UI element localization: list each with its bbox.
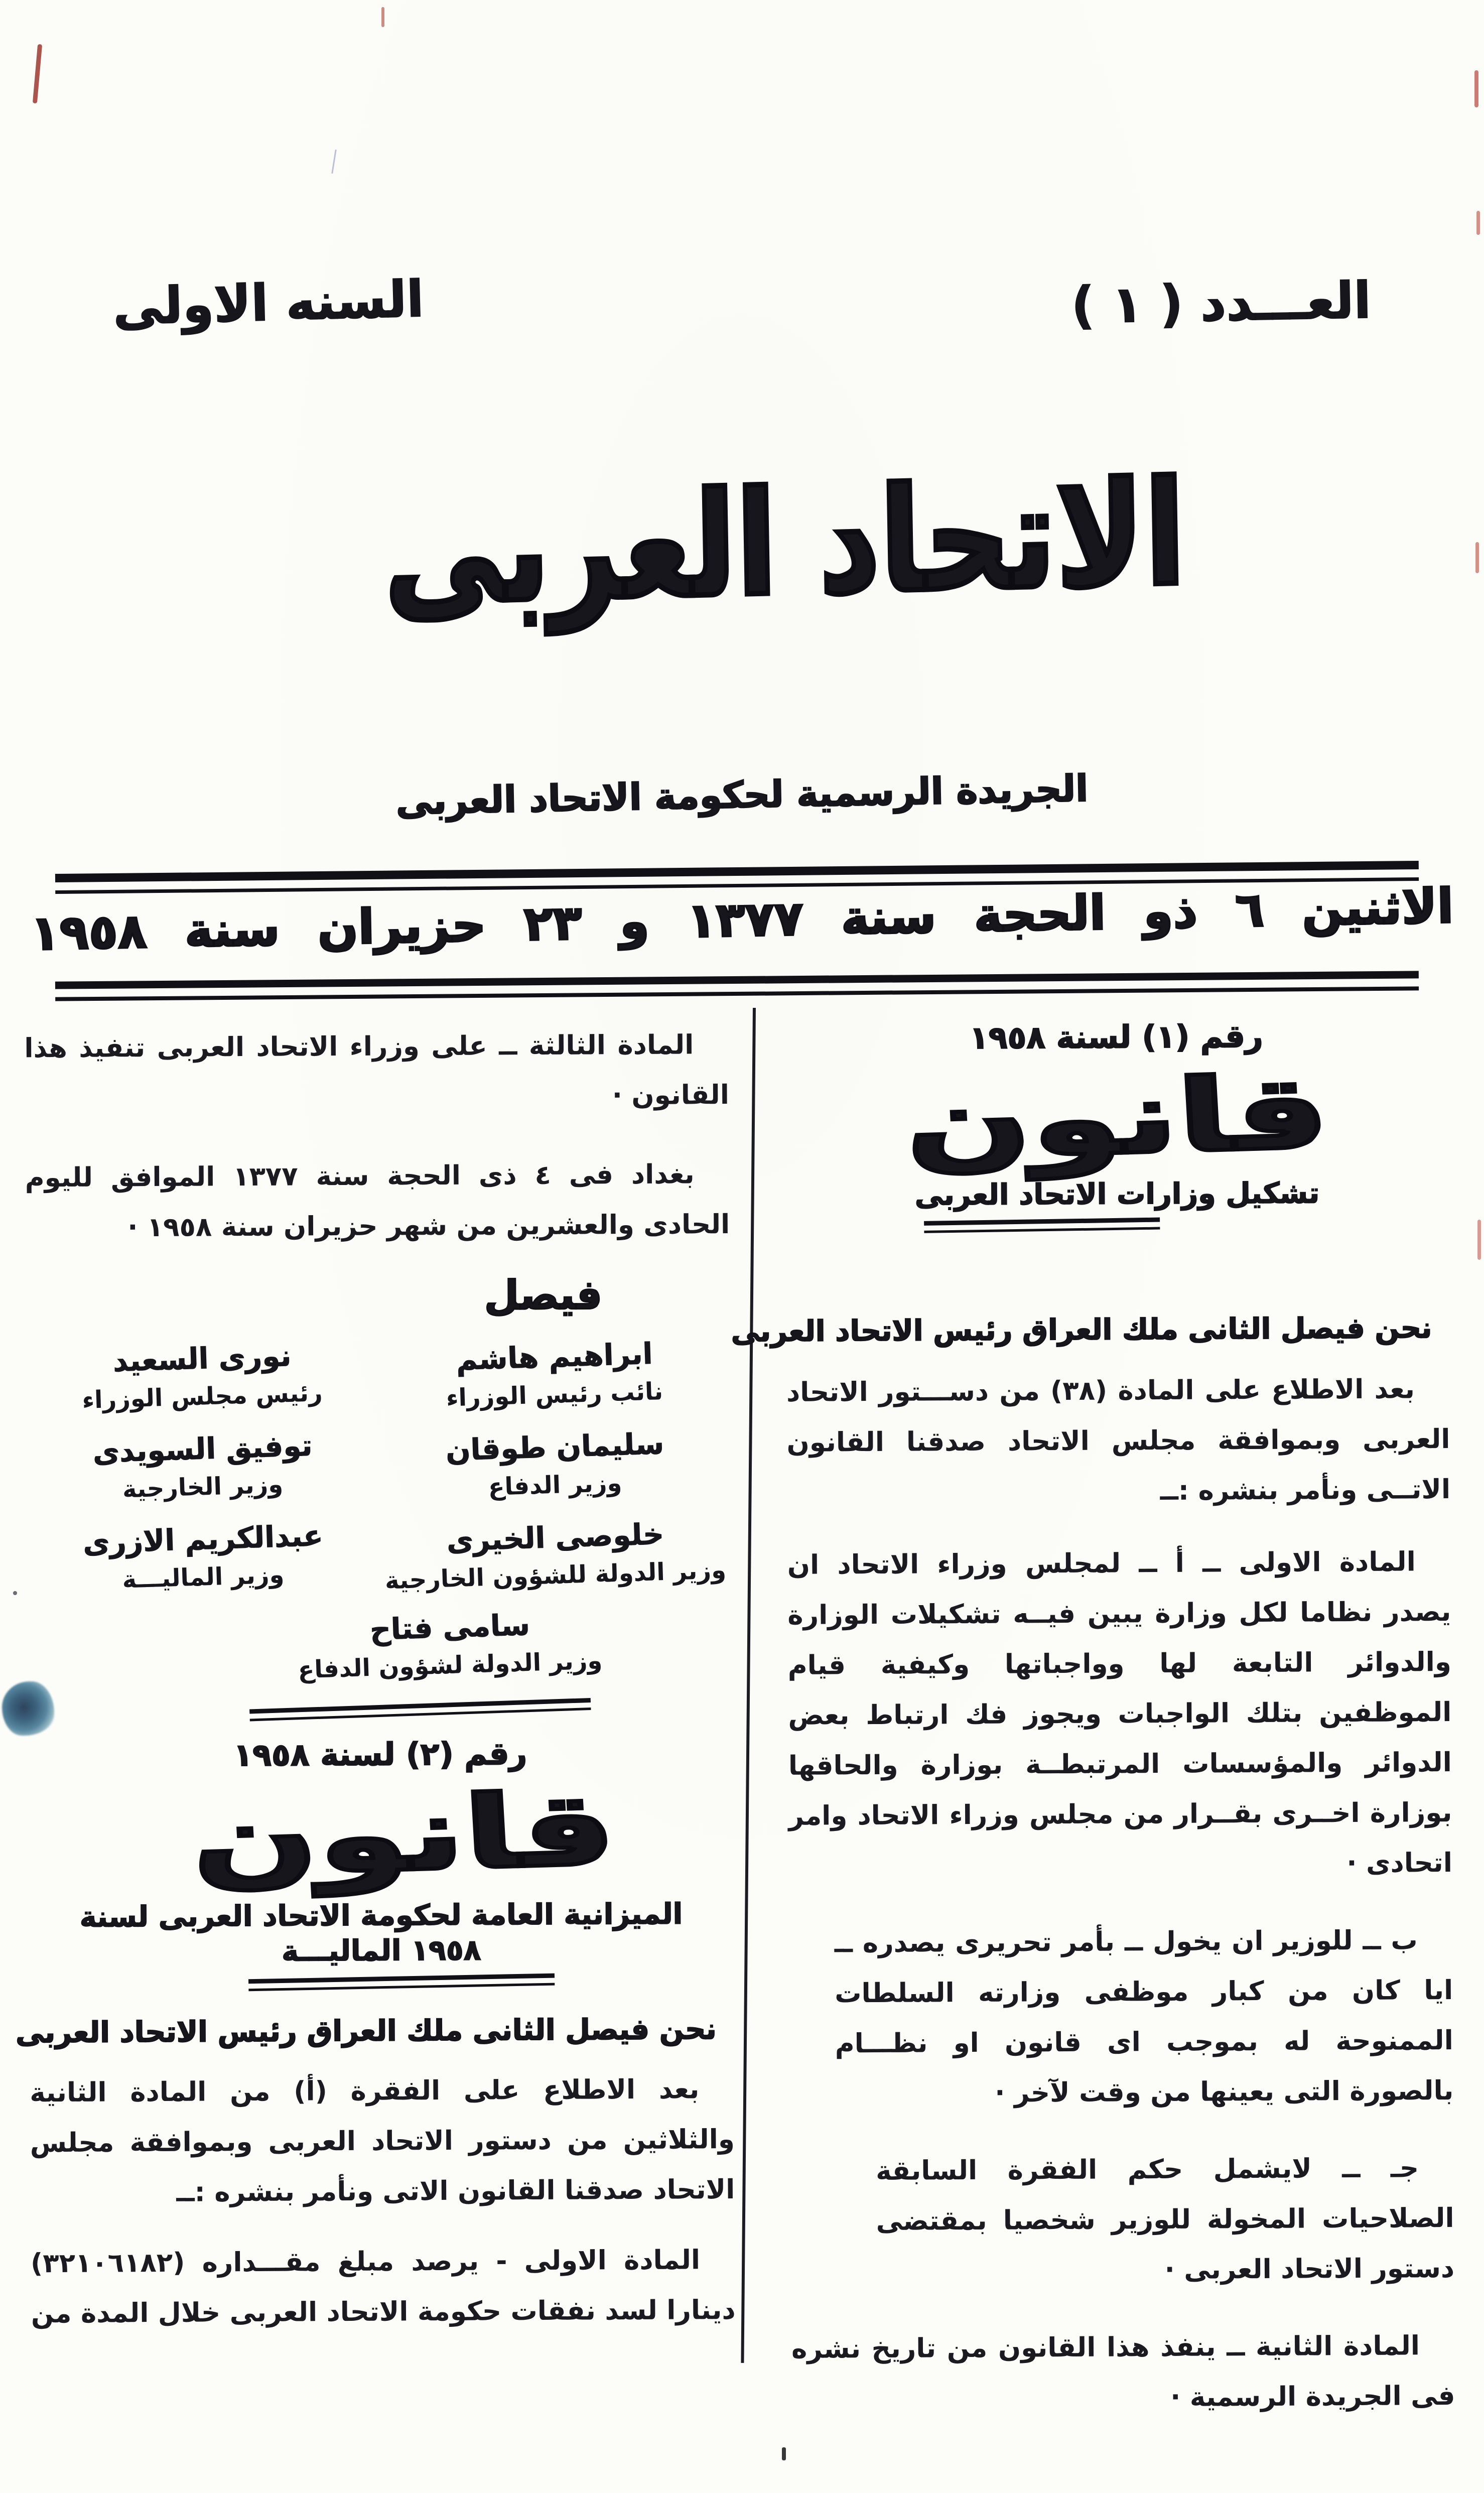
law1-title: قانون bbox=[901, 1054, 1332, 1183]
law1-article-1c: جـ ــ لايشمل حكم الفقرة السابقة الصلاحيات المخولة للوزير شخصيا بمقتضى دستور الاتحاد العربى · bbox=[875, 2153, 1455, 2286]
signature-deputy-pm bbox=[378, 1336, 731, 1412]
gazette-subtitle: الجريدة الرسمية لحكومة الاتحاد العربى bbox=[395, 767, 1089, 824]
signatory-name: خلوصى الخيرى bbox=[446, 1517, 665, 1558]
red-edge-mark bbox=[1474, 70, 1478, 107]
signature-row bbox=[27, 1517, 732, 1595]
law1-article-1a: المادة الاولى ــ أ ــ لمجلس وزراء الاتحاد ان يصدر نظاما لكل وزارة يبين فيــه تشكيلات الوزارة والدوائر التابعة لها وواجباتها وكيفية قيام الموظفين بتلك الواجبات ويجوز فك ارتباط بعض الدوائر والمؤسسات المرتبطــة بوزارة والحاقها بوزارة اخــرى بقــرار من مجلس وزراء الاتحاد وامر اتحادى · bbox=[787, 1546, 1453, 1879]
law2-royal-preamble: نحن فيصل الثانى ملك العراق رئيس الاتحاد العربى bbox=[15, 2013, 717, 2050]
law1-article-3: المادة الثالثة ــ على وزراء الاتحاد العربى تنفيذ هذا القانون · bbox=[24, 1029, 730, 1111]
law1-article-1b: ب ــ للوزير ان يخول ــ بأمر تحريرى يصدره ــ ايا كان من كبار موظفى وزارته السلطات الممنوحة له بموجب اى قانون او نظـــام بالصورة التى يعينها من وقت لآخر · bbox=[834, 1925, 1454, 2109]
signature-row bbox=[26, 1336, 731, 1415]
header-row bbox=[112, 269, 1372, 337]
column-divider-rule bbox=[741, 1008, 756, 2363]
signature-state-defense bbox=[97, 1607, 802, 1684]
law2-number-line: رقم (٢) لسنة ١٩٥٨ bbox=[233, 1735, 527, 1774]
signature-foreign bbox=[26, 1428, 379, 1504]
signatory-title: وزير الدولة للشؤون الخارجية bbox=[384, 1556, 727, 1595]
signature-pm bbox=[26, 1338, 378, 1415]
law1-issuance-line: بغداد فى ٤ ذى الحجة سنة ١٣٧٧ الموافق لليوم الحادى والعشرين من شهر حزيران سنة ١٩٥٨ · bbox=[25, 1159, 730, 1243]
red-edge-mark bbox=[1476, 211, 1480, 235]
column-right bbox=[731, 1008, 1455, 2425]
section-separator-rule bbox=[249, 1698, 591, 1722]
signatory-name: سامى فتاح bbox=[369, 1607, 530, 1647]
signatory-title: وزير الماليـــة bbox=[121, 1560, 285, 1594]
law1-royal-preamble: نحن فيصل الثانى ملك العراق رئيس الاتحاد العربى bbox=[731, 1311, 1432, 1349]
year-label: السنه الاولى bbox=[112, 269, 425, 337]
ink-speck bbox=[782, 2447, 786, 2460]
date-line: الاثنين ٦ ذو الحجة سنة ١٣٧٧ و ٢٣ حزيران سنة ١٩٥٨ bbox=[30, 878, 1454, 962]
signature-finance bbox=[27, 1518, 379, 1594]
red-ink-mark bbox=[33, 44, 42, 103]
law2-article-1: المادة الاولى - يرصد مبلغ مقـــداره (٣٢١٠٦١٨٢) دينارا لسد نفقات حكومة الاتحاد العربى خلال المدة من bbox=[30, 2245, 736, 2329]
signatory-title: وزير الدولة لشؤون الدفاع bbox=[297, 1646, 603, 1684]
law1-preamble: بعد الاطلاع على المادة (٣٨) من دســـتور الاتحاد العربى وبموافقة مجلس الاتحاد صدقنا القانون الاتــى ونأمر بنشره :ــ bbox=[786, 1374, 1451, 1507]
royal-signature: فيصل bbox=[484, 1271, 603, 1319]
signature-row bbox=[26, 1426, 731, 1504]
signatory-title: وزير الخارجية bbox=[122, 1470, 284, 1504]
law1-number-line: رقم (١) لسنة ١٩٥٨ bbox=[969, 1017, 1263, 1056]
signatory-title: رئيس مجلس الوزراء bbox=[81, 1378, 323, 1415]
red-ink-mark bbox=[381, 7, 384, 27]
masthead-title: الاتحاد العربى bbox=[382, 450, 1187, 637]
law2-title: قانون bbox=[188, 1770, 618, 1899]
column-left bbox=[15, 1008, 736, 2339]
signatory-name: ابراهيم هاشم bbox=[455, 1336, 653, 1377]
signature-state-foreign bbox=[379, 1517, 732, 1595]
signatory-name: توفيق السويدى bbox=[92, 1428, 313, 1470]
signature-defense bbox=[378, 1426, 731, 1501]
law2-subject-line2: ١٩٥٨ الماليـــة bbox=[282, 1933, 481, 1968]
law2-subject-underline bbox=[248, 1974, 555, 1992]
law2-subject bbox=[29, 1897, 734, 1969]
red-edge-mark bbox=[1477, 1220, 1481, 1260]
signature-block bbox=[26, 1336, 732, 1684]
law2-preamble: بعد الاطلاع على الفقرة (أ) من المادة الثانية والثلاثين من دستور الاتحاد العربى وبموافقة مجلس الاتحاد صدقنا القانون الاتى ونأمر بنشره :ــ bbox=[30, 2074, 735, 2208]
signatory-name: نورى السعيد bbox=[112, 1338, 292, 1379]
signatory-title: وزير الدفاع bbox=[487, 1469, 623, 1501]
law1-article-2: المادة الثانية ــ ينفذ هذا القانون من تاريخ نشره فى الجريدة الرسمية · bbox=[791, 2330, 1455, 2413]
signatory-title: نائب رئيس الوزراء bbox=[446, 1377, 663, 1412]
issue-number-label: العـــدد ( ١ ) bbox=[1071, 271, 1372, 335]
ink-speck bbox=[13, 1591, 17, 1595]
signatory-name: عبدالكريم الازرى bbox=[82, 1518, 324, 1560]
bottom-double-rule bbox=[55, 971, 1419, 1001]
signatory-name: سليمان طوقان bbox=[445, 1426, 665, 1468]
law2-subject-line1: الميزانية العامة لحكومة الاتحاد العربى لسنة bbox=[79, 1897, 683, 1934]
scan-crease-mark bbox=[331, 150, 336, 174]
law1-subject: تشكيل وزارات الاتحاد العربى bbox=[914, 1176, 1320, 1212]
law1-subject-underline bbox=[924, 1218, 1160, 1233]
